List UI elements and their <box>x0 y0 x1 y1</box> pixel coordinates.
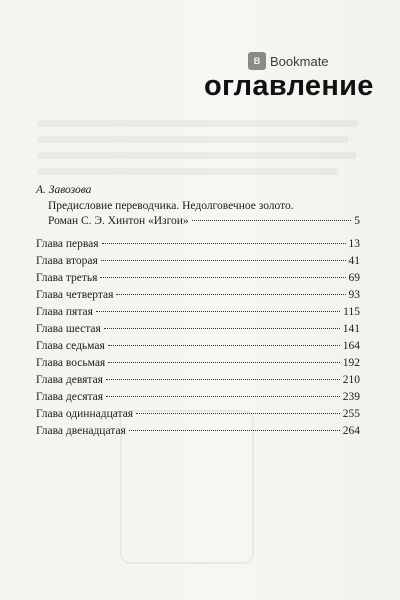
entry-label: Глава седьмая <box>36 340 105 352</box>
entry-label: Глава первая <box>36 238 99 250</box>
publisher-brand <box>248 52 329 70</box>
dot-leader <box>129 430 340 431</box>
ghost-line <box>38 152 356 159</box>
entry-label: Глава шестая <box>36 323 101 335</box>
toc-entry[interactable] <box>36 340 360 357</box>
entry-label: Роман С. Э. Хинтон «Изгои» <box>48 215 189 227</box>
dot-leader <box>101 260 346 261</box>
toc-entry[interactable] <box>36 238 360 255</box>
toc-entry[interactable] <box>36 374 360 391</box>
entry-page: 239 <box>342 391 360 403</box>
entry-label: Глава десятая <box>36 391 104 403</box>
dot-leader <box>192 220 352 221</box>
table-of-contents <box>36 184 360 442</box>
entry-page: 192 <box>342 357 360 369</box>
entry-label: Глава вторая <box>36 255 98 267</box>
dot-leader <box>96 311 340 312</box>
entry-label: Глава девятая <box>36 374 103 386</box>
dot-leader <box>108 345 340 346</box>
entry-label: Глава пятая <box>36 306 93 318</box>
toc-entry[interactable] <box>36 408 360 425</box>
entry-page: 115 <box>343 306 360 318</box>
dot-leader <box>106 379 340 380</box>
toc-entry[interactable] <box>36 272 360 289</box>
entry-page: 141 <box>342 323 360 335</box>
preface-author: А. Завозова <box>36 184 92 196</box>
entry-page: 264 <box>342 425 360 437</box>
entry-label: Глава одиннадцатая <box>36 408 134 420</box>
entry-page: 69 <box>348 272 360 284</box>
bookmate-logo-icon: B <box>248 52 266 70</box>
toc-entry[interactable] <box>36 289 360 306</box>
entry-page: 41 <box>348 255 360 267</box>
entry-page: 13 <box>348 238 360 250</box>
entry-label: Глава четвертая <box>36 289 114 301</box>
spacer <box>36 229 360 238</box>
page-title: оглавление <box>204 70 374 102</box>
preface-block <box>36 199 360 229</box>
toc-entry[interactable] <box>36 306 360 323</box>
dot-leader <box>108 362 340 363</box>
entry-label: Глава двенадцатая <box>36 425 126 437</box>
ghost-line <box>38 136 348 143</box>
toc-entry[interactable] <box>36 425 360 442</box>
toc-entry[interactable] <box>36 357 360 374</box>
dot-leader <box>136 413 340 414</box>
toc-entry[interactable] <box>36 391 360 408</box>
entry-label: Глава третья <box>36 272 98 284</box>
dot-leader <box>106 396 340 397</box>
ghost-line <box>38 120 358 127</box>
preface-title: Предисловие переводчика. Недолговечное золото. <box>48 200 294 212</box>
entry-page: 164 <box>342 340 360 352</box>
entry-page: 5 <box>354 215 360 227</box>
entry-label: Глава восьмая <box>36 357 106 369</box>
preface-entry[interactable] <box>48 214 360 229</box>
brand-name: Bookmate <box>270 53 329 69</box>
dot-leader <box>116 294 345 295</box>
dot-leader <box>102 243 346 244</box>
entry-page: 255 <box>342 408 360 420</box>
ghost-line <box>38 168 338 175</box>
entry-page: 93 <box>348 289 360 301</box>
dot-leader <box>104 328 340 329</box>
dot-leader <box>100 277 345 278</box>
toc-entry[interactable] <box>36 255 360 272</box>
toc-entry[interactable] <box>36 323 360 340</box>
entry-page: 210 <box>342 374 360 386</box>
